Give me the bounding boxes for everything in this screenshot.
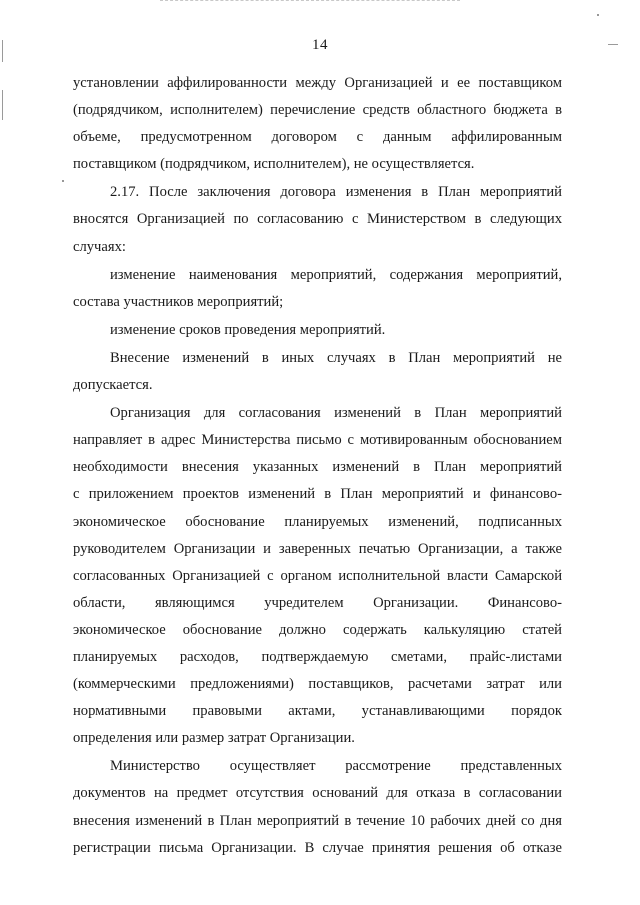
text-line: нормативными правовыми актами, устанавливающими порядок (73, 703, 562, 720)
text-line: объеме, предусмотренном договором с данным аффилированным (73, 129, 562, 146)
text-line: руководителем Организации и заверенных печатью Организации, а также (73, 540, 562, 557)
paragraph (73, 345, 562, 399)
text-line: изменение наименования мероприятий, содержания мероприятий, (110, 266, 562, 283)
text-line: Министерство осуществляет рассмотрение представленных (110, 758, 562, 775)
text-line: с приложением проектов изменений в План мероприятий и финансово- (73, 486, 562, 503)
text-line: согласованных Организацией с органом исполнительной власти Самарской (73, 567, 562, 584)
text-line: вносятся Организацией по согласованию с Министерством в следующих (73, 211, 562, 228)
scan-speck (62, 180, 64, 182)
text-line: необходимости внесения указанных изменений в План мероприятий (73, 459, 562, 476)
text-line: изменение сроков проведения мероприятий. (110, 321, 386, 338)
paragraph (73, 317, 562, 344)
paragraph (73, 179, 562, 260)
paragraph (73, 262, 562, 316)
text-line: области, являющимся учредителем Организации. Финансово- (73, 594, 562, 611)
text-line: (подрядчиком, исполнителем) перечисление средств областного бюджета в (73, 102, 562, 119)
text-line: направляет в адрес Министерства письмо с мотивированным обоснованием (73, 432, 562, 449)
text-line: регистрации письма Организации. В случае принятия решения об отказе (73, 839, 562, 856)
page-number: 14 (312, 37, 328, 53)
scan-speck (597, 14, 599, 16)
text-line: экономическое обоснование должно содержать калькуляцию статей (73, 621, 562, 638)
scan-top-border (160, 0, 460, 1)
paragraph (73, 753, 562, 861)
text-line: состава участников мероприятий; (73, 293, 284, 310)
text-line: установлении аффилированности между Организацией и ее поставщиком (73, 75, 562, 91)
text-line: поставщиком (подрядчиком, исполнителем), не осуществляется. (73, 156, 475, 173)
paragraph (73, 400, 562, 752)
document-body (73, 70, 562, 862)
text-line: экономическое обоснование планируемых изменений, подписанных (73, 513, 562, 530)
text-line: Организация для согласования изменений в План мероприятий (110, 405, 562, 422)
paragraph (73, 70, 562, 178)
text-line: 2.17. После заключения договора изменения в План мероприятий (110, 184, 562, 201)
text-line: определения или размер затрат Организации. (73, 730, 355, 747)
text-line: документов на предмет отсутствия оснований для отказа в согласовании (73, 785, 562, 802)
text-line: допускается. (73, 377, 153, 394)
scan-edge-mark-left-2 (2, 90, 3, 120)
text-line: (коммерческими предложениями) поставщиков, расчетами затрат или (73, 676, 562, 693)
text-line: Внесение изменений в иных случаях в План мероприятий не (110, 349, 562, 366)
text-line: случаях: (73, 238, 126, 255)
text-line: внесения изменений в План мероприятий в течение 10 рабочих дней со дня (73, 812, 562, 829)
text-line: планируемых расходов, подтверждаемую сметами, прайс-листами (73, 648, 562, 665)
